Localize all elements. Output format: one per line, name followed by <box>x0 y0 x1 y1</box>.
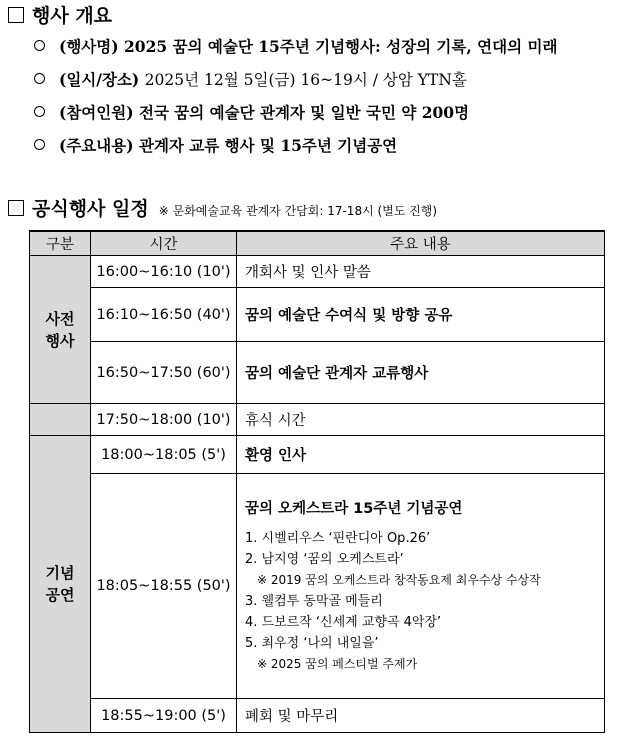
time-cell: 17:50~18:00 (10') <box>91 404 237 436</box>
overview-list <box>34 30 557 162</box>
content-cell: 꿈의 예술단 수여식 및 방향 공유 <box>237 288 605 342</box>
time-cell: 18:05~18:55 (50') <box>91 474 237 699</box>
column-header: 시간 <box>91 231 237 256</box>
program-list <box>245 528 604 675</box>
overview-item-name: (행사명) 2025 꿈의 예술단 15주년 기념행사: 성장의 기록, 연대의 미래 <box>34 30 557 63</box>
schedule-table <box>29 230 605 733</box>
table-row <box>30 404 605 436</box>
time-cell: 18:55~19:00 (5') <box>91 699 237 733</box>
checkbox-square-icon <box>8 7 24 23</box>
concert-title: 꿈의 오케스트라 15주년 기념공연 <box>245 501 463 517</box>
group-label-pre: 사전 행사 <box>30 256 91 404</box>
table-row <box>30 699 605 733</box>
program-note: ※ 2025 꿈의 페스티벌 주제가 <box>257 657 418 671</box>
checkbox-square-icon <box>8 200 24 216</box>
content-cell: 환영 인사 <box>237 436 605 474</box>
circle-bullet-icon <box>34 73 45 84</box>
program-item: 1. 시벨리우스 ‘핀란디아 Op.26’ <box>245 531 431 546</box>
content-cell: 개회사 및 인사 말씀 <box>237 256 605 288</box>
overview-item-attendees: (참여인원) 전국 꿈의 예술단 관계자 및 일반 국민 약 200명 <box>34 96 557 129</box>
time-cell: 16:50~17:50 (60') <box>91 342 237 404</box>
circle-bullet-icon <box>34 40 45 51</box>
content-cell: 휴식 시간 <box>237 404 605 436</box>
column-header: 주요 내용 <box>237 231 605 256</box>
column-header: 구분 <box>30 231 91 256</box>
content-cell: 폐회 및 마무리 <box>237 699 605 733</box>
program-note: ※ 2019 꿈의 오케스트라 창작동요제 최우수상 수상작 <box>257 573 541 587</box>
program-item: 4. 드보르작 ‘신세계 교향곡 4악장’ <box>245 615 442 630</box>
content-cell: 꿈의 예술단 관계자 교류행사 <box>237 342 605 404</box>
group-label-empty <box>30 404 91 436</box>
table-row <box>30 288 605 342</box>
table-header-row <box>30 231 605 256</box>
table-row <box>30 256 605 288</box>
circle-bullet-icon <box>34 139 45 150</box>
overview-heading: 행사 개요 <box>8 1 112 28</box>
table-row <box>30 474 605 699</box>
schedule-heading: 공식행사 일정 ※ 문화예술교육 관계자 간담회: 17-18시 (별도 진행) <box>8 194 437 221</box>
circle-bullet-icon <box>34 106 45 117</box>
time-cell: 18:00~18:05 (5') <box>91 436 237 474</box>
group-label-main: 기념 공연 <box>30 436 91 733</box>
schedule-note: ※ 문화예술교육 관계자 간담회: 17-18시 (별도 진행) <box>158 204 438 218</box>
time-cell: 16:00~16:10 (10') <box>91 256 237 288</box>
table-row <box>30 342 605 404</box>
content-cell <box>237 474 605 699</box>
program-item: 5. 최우정 ‘나의 내일을’ <box>245 636 379 651</box>
overview-item-datetime: (일시/장소) 2025년 12월 5일(금) 16~19시 / 상암 YTN홀 <box>34 63 557 96</box>
overview-item-content: (주요내용) 관계자 교류 행사 및 15주년 기념공연 <box>34 129 557 162</box>
table-row <box>30 436 605 474</box>
program-item: 3. 웰컴투 동막골 메들리 <box>245 594 383 609</box>
program-item: 2. 남지영 ‘꿈의 오케스트라’ <box>245 552 404 567</box>
time-cell: 16:10~16:50 (40') <box>91 288 237 342</box>
